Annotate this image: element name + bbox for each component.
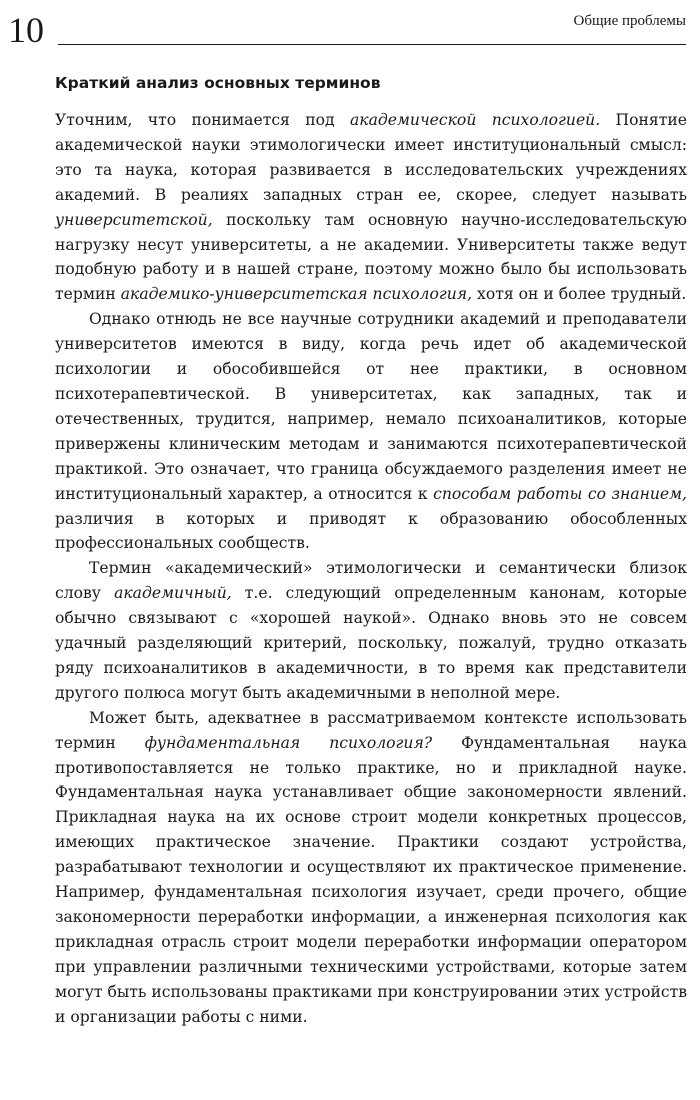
italic-term: фундаментальная психология?	[144, 733, 433, 752]
section-heading: Краткий анализ основных терминов	[55, 74, 381, 92]
text-run: т.е. следующий определенным канонам, которые обычно связывают с «хорошей наукой». Однако вновь это не совсем удачный разделяющий критерий, поскольку, пожалуй, трудно отказать ряду психоаналитиков в академичности, в то время как представители другого полюса могут быть академичными в неполной мере.	[55, 584, 687, 702]
text-run: Фундаментальная наука противопоставляется не только практике, но и прикладной науке. Фундаментальная наука устанавливает общие закономерности явлений. Прикладная наука на их основе строит модели конкретных процессов, имеющих практическое значение. Практики создают устройства, разрабатывают технологии и осуществляют их практическое применение. Например, фундаментальная психология изучает, среди прочего, общие закономерности переработки информации, а инженерная психология как прикладная отрасль строит модели переработки информации оператором при управлении различными техническими устройствами, которые затем могут быть использованы практиками при конструировании этих устройств и организации работы с ними.	[55, 733, 688, 1026]
text-run: Однако отнюдь не все научные сотрудники академий и преподаватели университетов имеются в виду, когда речь идет об академической психологии и обособившейся от нее практики, в основном психотерапевтической. В университетах, как западных, так и отечественных, трудится, например, немало психоаналитиков, которые привержены клиническим методам и занимаются психотерапевтической практикой. Это означает, что граница обсуждаемого разделения имеет не институциональный характер, а относится к	[55, 310, 687, 503]
paragraph	[55, 108, 687, 307]
text-run: хотя он и более трудный.	[472, 285, 687, 304]
text-run: Может быть, адекватнее в рассматриваемом контексте использовать термин	[55, 708, 687, 752]
text-run: Уточним, что понимается под	[55, 111, 350, 129]
italic-term: способам работы со знанием,	[433, 484, 687, 503]
page-content	[55, 74, 687, 1030]
paragraph	[55, 556, 687, 705]
page-number: 10	[8, 10, 44, 50]
text-run: Термин «академический» этимологически и семантически близок слову	[55, 559, 687, 603]
paragraph	[55, 307, 687, 556]
text-run: различия в которых и приводят к образованию обособленных профессиональных сообществ.	[55, 509, 687, 553]
header-rule	[58, 44, 686, 45]
italic-term: академичный,	[114, 584, 232, 603]
text-run: поскольку там основную научно-исследовательскую нагрузку несут университеты, а не академии. Университеты также ведут подобную работу и в нашей стране, поэтому можно было бы использовать термин	[55, 210, 687, 304]
text-run: Понятие академической науки этимологически имеет институциональный смысл: это та наука, которая развивается в исследовательских учреждениях академий. В реалиях западных стран ее, скорее, следует называть	[55, 111, 687, 204]
italic-term: академической психологией.	[349, 111, 601, 129]
italic-term: университетской,	[55, 210, 213, 229]
body-text	[55, 108, 687, 1030]
paragraph	[55, 706, 687, 1030]
italic-term: академико-университетская психология,	[120, 285, 473, 304]
running-title: Общие проблемы	[573, 13, 686, 29]
